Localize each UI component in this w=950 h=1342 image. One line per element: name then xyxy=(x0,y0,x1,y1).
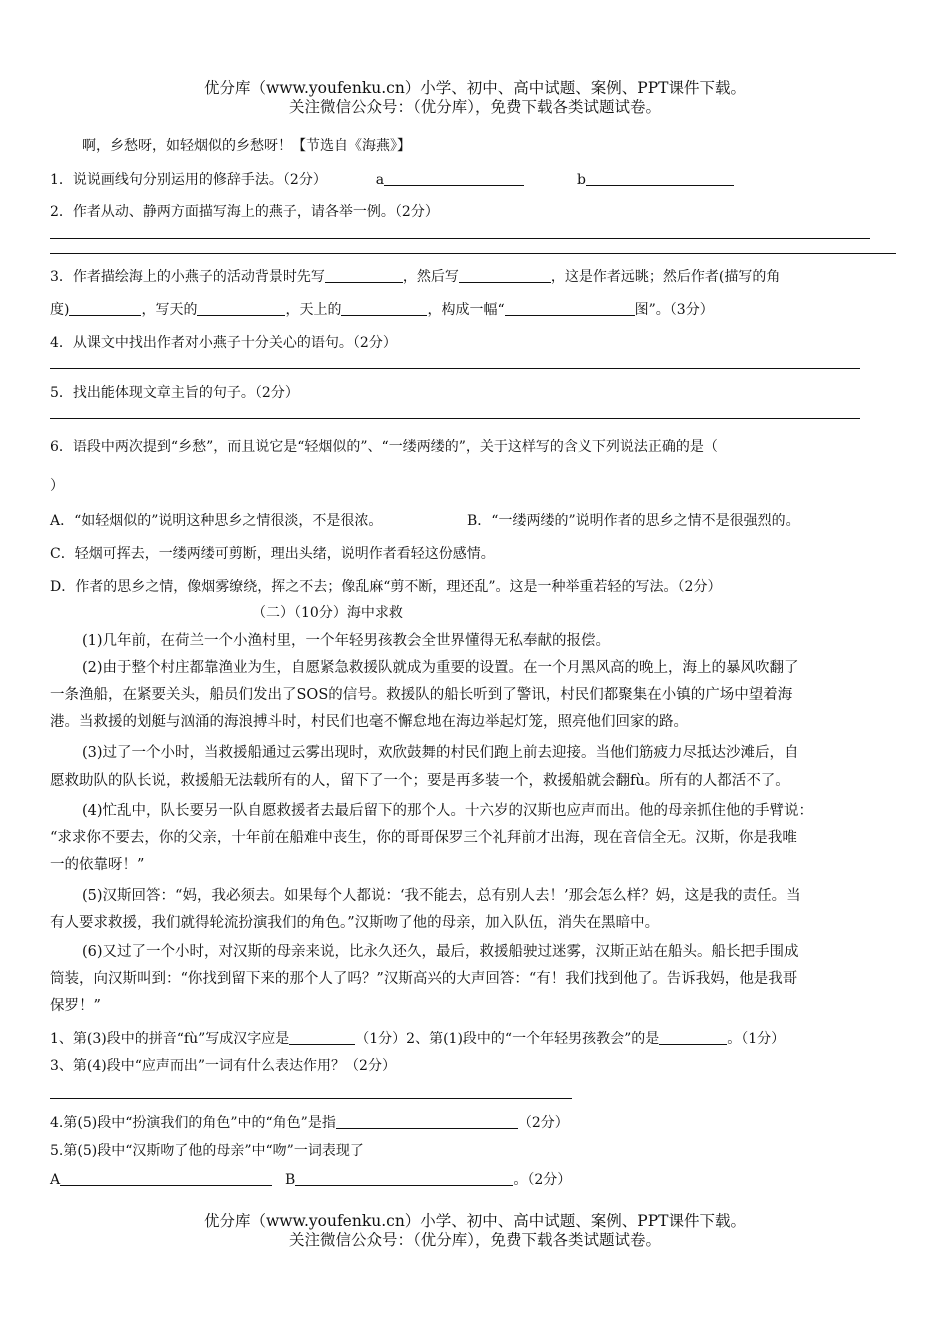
q3-blank-3[interactable] xyxy=(69,301,141,316)
p2-q1-text: 1、第(3)段中的拼音“fù”写成汉字应是 xyxy=(50,1031,290,1047)
q5-answer-line[interactable] xyxy=(50,418,860,419)
passage-p3-line-1: (3)过了一个小时，当救援船通过云雾出现时，欢欣鼓舞的村民们跑上前去迎接。当他们筋疲力尽抵达沙滩后，自 xyxy=(82,745,799,761)
q1-b-label: b xyxy=(577,172,586,188)
q3-text-6: ，天上的 xyxy=(285,302,342,318)
footer-line-2: 关注微信公众号：（优分库），免费下载各类试题试卷。 xyxy=(288,1231,661,1249)
q6-option-d: D．作者的思乡之情，像烟雾缭绕，挥之不去；像乱麻“剪不断，理还乱”。这是一种举重若轻的写法。（2分） xyxy=(50,579,722,595)
q2-answer-line-1[interactable] xyxy=(50,238,870,239)
p2-q4-score: （2分） xyxy=(517,1115,569,1131)
passage-p4-line-1: (4)忙乱中，队长要另一队自愿救援者去最后留下的那个人。十六岁的汉斯也应声而出。他的母亲抓住他的手臂说： xyxy=(82,803,814,819)
p2-q5-b-blank[interactable] xyxy=(295,1171,513,1186)
passage-p6-line-3: 保罗！” xyxy=(50,998,101,1014)
passage-p2-line-3: 港。当救援的划艇与汹涌的海浪搏斗时，村民们也毫不懈怠地在海边举起灯笼，照亮他们回家的路。 xyxy=(50,714,688,730)
q3-blank-2[interactable] xyxy=(459,268,551,283)
p2-q5-ab-line xyxy=(50,1171,571,1189)
passage-p4-line-2: “求求你不要去，你的父亲，十年前在船难中丧生，你的哥哥保罗三个礼拜前才出海，现在音信全无。汉斯，你是我唯 xyxy=(50,830,797,846)
q2-answer-line-2[interactable] xyxy=(50,253,896,254)
p2-q4-text: 4.第(5)段中“扮演我们的角色”中的“角色”是指 xyxy=(50,1115,336,1131)
q1-a-blank[interactable] xyxy=(384,171,524,186)
passage-p5-line-2: 有人要求救援，我们就得轮流扮演我们的角色。”汉斯吻了他的母亲，加入队伍，消失在黑暗中。 xyxy=(50,915,660,931)
passage-p1-line-1: (1)几年前，在荷兰一个小渔村里，一个年轻男孩教会全世界懂得无私奉献的报偿。 xyxy=(82,633,611,649)
q3-line-1 xyxy=(50,268,780,286)
p2-q5-a-label: A xyxy=(50,1172,61,1188)
excerpt-line: 啊，乡愁呀，如轻烟似的乡愁呀！【节选自《海燕》】 xyxy=(82,138,411,154)
q4-line: 4．从课文中找出作者对小燕子十分关心的语句。（2分） xyxy=(50,335,397,351)
q4-answer-line[interactable] xyxy=(50,368,860,369)
q3-blank-5[interactable] xyxy=(341,301,427,316)
p2-q4-blank[interactable] xyxy=(336,1114,518,1129)
p2-q2-text: （1分）2、第(1)段中的“一个年轻男孩教会”的是 xyxy=(355,1031,660,1047)
q1-a-label: a xyxy=(375,172,385,188)
p2-q4-line xyxy=(50,1114,569,1132)
q1-text: 1．说说画线句分别运用的修辞手法。（2分） xyxy=(50,172,327,188)
p2-q2-blank[interactable] xyxy=(659,1030,727,1045)
p2-q5-b-label: B xyxy=(285,1172,296,1188)
q6-option-a: A．“如轻烟似的”说明这种思乡之情很淡，不是很浓。 xyxy=(50,513,383,529)
q3-blank-1[interactable] xyxy=(325,268,403,283)
q6-option-b: B．“一缕两缕的”说明作者的思乡之情不是很强烈的。 xyxy=(467,513,800,529)
q3-text-1: 3．作者描绘海上的小燕子的活动背景时先写 xyxy=(50,269,325,285)
q3-text-4: 度) xyxy=(50,302,70,318)
q6-option-c: C．轻烟可挥去，一缕两缕可剪断，理出头绪，说明作者看轻这份感情。 xyxy=(50,546,495,562)
p2-q1-blank[interactable] xyxy=(289,1030,355,1045)
q5-line: 5．找出能体现文章主旨的句子。（2分） xyxy=(50,385,299,401)
header-line-2: 关注微信公众号：（优分库），免费下载各类试题试卷。 xyxy=(288,98,661,116)
p2-q3-line: 3、第(4)段中“应声而出”一词有什么表达作用？（2分） xyxy=(50,1058,396,1074)
header-line-1: 优分库（www.youfenku.cn）小学、初中、高中试题、案例、PPT课件下载。 xyxy=(203,79,747,97)
footer-line-1: 优分库（www.youfenku.cn）小学、初中、高中试题、案例、PPT课件下载。 xyxy=(203,1212,747,1230)
q6-close: ） xyxy=(50,478,64,494)
q3-text-2: ，然后写 xyxy=(402,269,459,285)
q3-text-7: ，构成一幅“ xyxy=(427,302,505,318)
passage-p6-line-2: 筒装，向汉斯叫到：“你找到留下来的那个人了吗？”汉斯高兴的大声回答：“有！我们找到他了。告诉我妈，他是我哥 xyxy=(50,971,798,987)
p2-q2-score: 。（1分） xyxy=(727,1031,786,1047)
passage-p2-line-1: (2)由于整个村庄都靠渔业为生，自愿紧急救援队就成为重要的设置。在一个月黑风高的晚上，海上的暴风吹翻了 xyxy=(82,660,799,676)
q3-text-5: ，写天的 xyxy=(141,302,198,318)
p2-q1-q2-line xyxy=(50,1030,785,1048)
passage-p3-line-2: 愿救助队的队长说，救援船无法载所有的人，留下了一个；要是再多装一个，救援船就会翻fù。所有的人都活不了。 xyxy=(50,773,790,789)
p2-q5-a-blank[interactable] xyxy=(60,1171,272,1186)
q1-line xyxy=(50,171,734,189)
passage-p6-line-1: (6)又过了一个小时，对汉斯的母亲来说，比永久还久，最后，救援船驶过迷雾，汉斯正站在船头。船长把手围成 xyxy=(82,944,799,960)
passage-p2-line-2: 一条渔船，在紧要关头，船员们发出了SOS的信号。救援队的船长听到了警讯，村民们都聚集在小镇的广场中望着海 xyxy=(50,687,793,703)
p2-q5-line: 5.第(5)段中“汉斯吻了他的母亲”中“吻”一词表现了 xyxy=(50,1143,364,1159)
passage-p5-line-1: (5)汉斯回答：“妈，我必须去。如果每个人都说：‘我不能去，总有别人去！’那会怎么样？妈，这是我的责任。当 xyxy=(82,888,801,904)
q3-blank-6[interactable] xyxy=(505,301,635,316)
q3-line-2 xyxy=(50,301,714,319)
q1-b-blank[interactable] xyxy=(586,171,734,186)
passage-p4-line-3: 一的依靠呀！” xyxy=(50,857,145,873)
q3-blank-4[interactable] xyxy=(197,301,285,316)
q3-text-3: ，这是作者远眺；然后作者(描写的角 xyxy=(550,269,781,285)
p2-q5-score: 。（2分） xyxy=(513,1172,572,1188)
section-title: （二）（10分）海中求救 xyxy=(252,605,403,621)
q6-stem: 6．语段中两次提到“乡愁”，而且说它是“轻烟似的”、“一缕两缕的”，关于这样写的含义下列说法正确的是（ xyxy=(50,439,718,455)
q2-line: 2．作者从动、静两方面描写海上的燕子，请各举一例。（2分） xyxy=(50,204,439,220)
q3-text-8: 图”。（3分） xyxy=(634,302,714,318)
p2-q3-answer-line[interactable] xyxy=(50,1098,572,1099)
